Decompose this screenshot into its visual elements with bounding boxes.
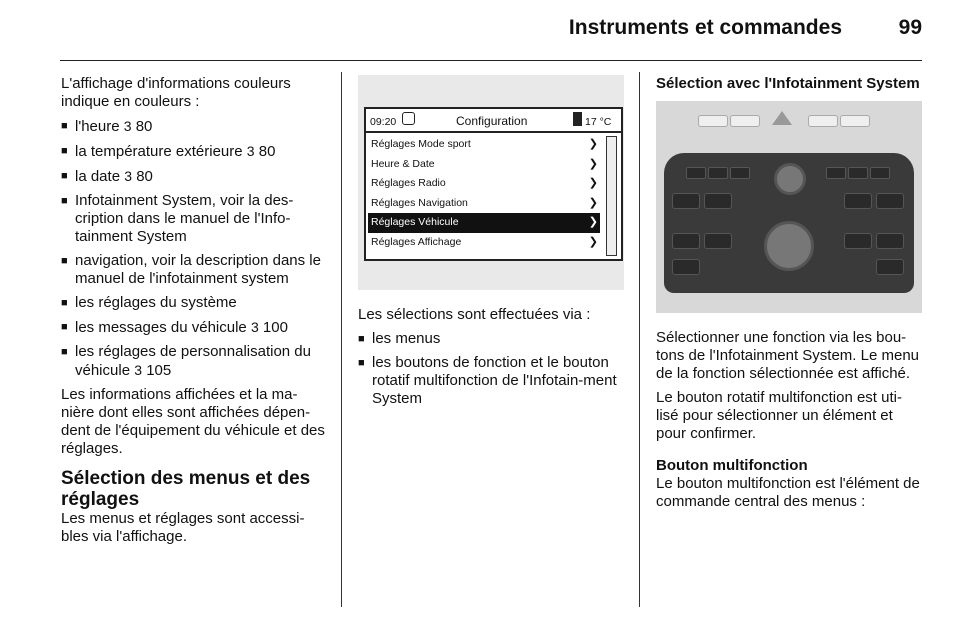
display-screen (364, 107, 623, 261)
reference-arrow-icon: 3 (123, 118, 132, 134)
function-button (704, 193, 732, 209)
list-item (358, 330, 624, 348)
page-header-title: Instruments et commandes (568, 16, 842, 39)
page-reference[interactable]: 80 (258, 143, 276, 160)
page-reference[interactable]: 80 (136, 168, 153, 185)
config-screen-figure (358, 75, 624, 290)
menu-item (368, 213, 600, 233)
header-divider (60, 60, 922, 61)
chevron-right-icon: ❯ (588, 157, 598, 170)
bullet-icon: ■ (61, 346, 68, 358)
intro-text: L'affichage d'informations couleurs indique en couleurs : (61, 75, 291, 110)
menu-item (368, 174, 600, 194)
list-item (61, 142, 327, 161)
list-item (61, 192, 327, 246)
function-button (672, 193, 700, 209)
menu-item-label: Réglages Radio (371, 177, 446, 189)
infotainment-panel (664, 153, 914, 293)
page-reference[interactable]: 105 (146, 362, 172, 379)
menu-item-label: Réglages Navigation (371, 196, 468, 209)
chevron-right-icon: ❯ (588, 196, 598, 209)
console-top-button (808, 115, 838, 127)
preset-button (686, 167, 706, 179)
preset-button (870, 167, 890, 179)
menu-item-label: Heure & Date (371, 157, 435, 170)
screen-title: Configuration (456, 114, 528, 128)
function-button (844, 193, 872, 209)
list-item (61, 167, 327, 186)
console-top-button (698, 115, 728, 127)
menu-item-label: Réglages Mode sport (371, 138, 471, 150)
screen-status-bar (366, 109, 621, 133)
bullet-icon: ■ (61, 255, 68, 267)
page-reference[interactable]: 100 (262, 319, 288, 336)
settings-menu (368, 135, 600, 252)
hazard-icon (772, 111, 792, 125)
reference-arrow-icon: 3 (134, 362, 143, 378)
thermometer-icon (573, 112, 582, 126)
function-button (876, 233, 904, 249)
function-button (876, 193, 904, 209)
chevron-right-icon: ❯ (588, 235, 598, 248)
multifunction-paragraph: Le bouton multifonction est l'élément de commande central des menus : (656, 475, 920, 510)
screen-temperature: 17 °C (585, 116, 612, 128)
bullet-icon: ■ (61, 195, 68, 207)
function-button (704, 233, 732, 249)
section-text: Les menus et réglages sont accessi-bles via l'affichage. (61, 510, 305, 545)
bullet-icon: ■ (61, 120, 68, 132)
list-item (61, 294, 327, 312)
multifunction-knob (764, 221, 814, 271)
reference-arrow-icon: 3 (250, 319, 259, 335)
menu-item-label: Réglages Affichage (371, 235, 462, 248)
chevron-right-icon: ❯ (588, 138, 598, 150)
column-2 (358, 75, 624, 414)
menu-item (368, 233, 600, 253)
bullet-icon: ■ (61, 170, 68, 182)
list-item-text: la date (75, 168, 121, 185)
console-top-button (840, 115, 870, 127)
list-item (358, 354, 624, 408)
function-button (844, 233, 872, 249)
preset-button (730, 167, 750, 179)
selection-list (358, 330, 624, 408)
bullet-icon: ■ (61, 297, 68, 309)
list-item-text: navigation, voir la description dans le manuel de l'infotainment system (75, 252, 321, 287)
list-item (61, 117, 327, 136)
preset-button (708, 167, 728, 179)
menu-item (368, 135, 600, 155)
infotainment-console-figure (656, 101, 922, 313)
preset-button (848, 167, 868, 179)
list-item-text: les menus (372, 330, 441, 347)
list-item-text: les messages du véhicule (75, 319, 247, 336)
menu-item-label: Réglages Véhicule (371, 216, 459, 228)
volume-knob (774, 163, 806, 195)
list-item (61, 252, 327, 288)
bullet-icon: ■ (61, 145, 68, 157)
column-3 (656, 75, 922, 517)
column-divider (639, 72, 640, 607)
page-reference[interactable]: 80 (135, 118, 153, 135)
chevron-right-icon: ❯ (588, 177, 598, 189)
reference-arrow-icon: 3 (246, 143, 255, 159)
scrollbar (606, 136, 617, 256)
multifunction-subheading: Bouton multifonction (656, 457, 808, 474)
screen-time: 09:20 (370, 116, 397, 128)
menu-item (368, 155, 600, 175)
column-1 (61, 75, 327, 552)
list-item-text: les réglages du système (75, 294, 237, 311)
clock-icon (402, 112, 415, 125)
section-heading: Sélection des menus et des réglages (61, 468, 311, 510)
infotainment-paragraph-2: Le bouton rotatif multifonction est uti-lisé pour sélectionner un élément et pour confirmer. (656, 389, 902, 442)
function-button (672, 233, 700, 249)
reference-arrow-icon: 3 (124, 168, 133, 184)
list-item-text: Infotainment System, voir la des-cription dans le manuel de l'Info-tainment System (75, 192, 294, 245)
chevron-right-icon: ❯ (588, 216, 598, 228)
list-item (61, 343, 327, 380)
console-top-button (730, 115, 760, 127)
menu-item (368, 194, 600, 214)
preset-button (826, 167, 846, 179)
list-item-text: les boutons de fonction et le bouton rotatif multifonction de l'Infotain-ment System (372, 354, 617, 407)
info-list (61, 117, 327, 380)
selection-intro: Les sélections sont effectuées via : (358, 306, 591, 323)
bullet-icon: ■ (61, 321, 68, 333)
info-paragraph: Les informations affichées et la ma-nière dont elles sont affichées dépen-dent de l'équipement du véhicule et des réglages. (61, 386, 325, 457)
bullet-icon: ■ (358, 333, 365, 345)
infotainment-paragraph-1: Sélectionner une fonction via les bou-tons de l'Infotainment System. Le menu de la fonction sélectionnée est affiché. (656, 329, 920, 382)
function-button (876, 259, 904, 275)
page-number: 99 (898, 16, 922, 39)
list-item-text: les réglages de personnalisation du véhicule (75, 343, 311, 379)
column-divider (341, 72, 342, 607)
list-item (61, 318, 327, 337)
bullet-icon: ■ (358, 357, 365, 369)
function-button (672, 259, 700, 275)
list-item-text: la température extérieure (75, 143, 243, 160)
infotainment-heading: Sélection avec l'Infotainment System (656, 75, 920, 92)
list-item-text: l'heure (75, 118, 120, 135)
